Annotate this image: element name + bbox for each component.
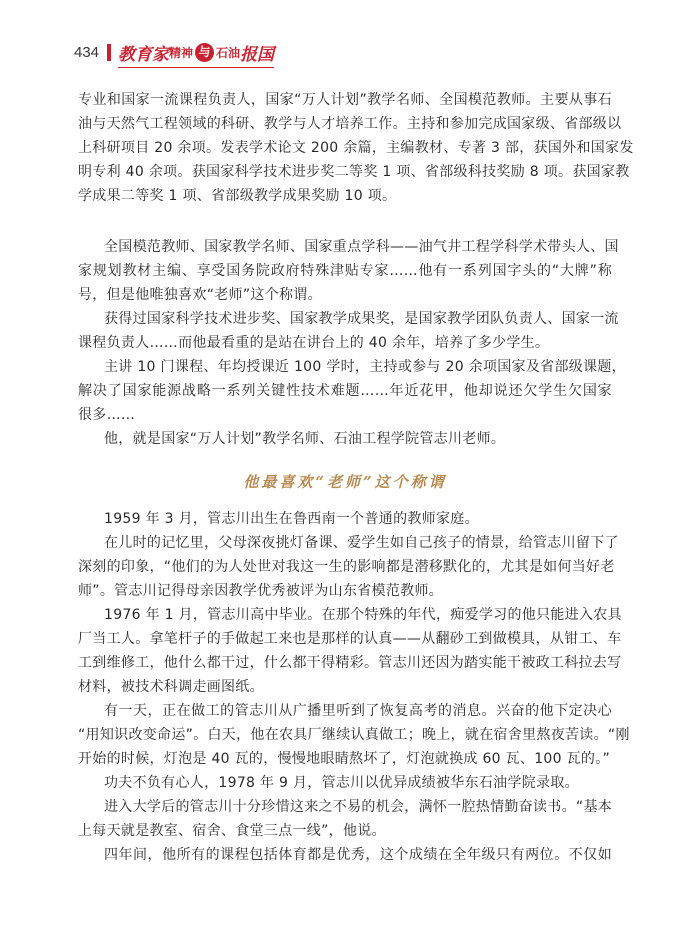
paragraph bbox=[78, 699, 630, 771]
logo-part: 石油 bbox=[216, 45, 241, 60]
text-line: “用知识改变命运”。白天，他在农具厂继续认真做工；晚上，就在宿舍里熬夜苦读。“刚 bbox=[78, 727, 630, 743]
text-line: 1976 年 1 月，管志川高中毕业。在那个特殊的年代，痴爱学习的他只能进入农具 bbox=[104, 607, 622, 623]
text-line: 明专利 40 余项。获国家科学技术进步奖二等奖 1 项、省部级科技奖励 8 项。获国家教 bbox=[78, 164, 630, 180]
text-line: 开始的时候，灯泡是 40 瓦的，慢慢地眼睛熬坏了，灯泡就换成 60 瓦、100 瓦的。” bbox=[78, 751, 611, 767]
text-line: 家规划教材主编、享受国务院政府特殊津贴专家……他有一系列国字头的“大牌”称 bbox=[78, 263, 612, 279]
text-line: 油与天然气工程领域的科研、教学与人才培养工作。主持和参加完成国家级、省部级以 bbox=[78, 116, 622, 132]
text-line: 课程负责人……而他最看重的是站在讲台上的 40 余年，培养了多少学生。 bbox=[78, 335, 550, 351]
paragraph bbox=[78, 795, 612, 843]
page-body bbox=[78, 88, 634, 867]
text-line: 师”。管志川记得母亲因教学优秀被评为山东省模范教师。 bbox=[78, 583, 444, 599]
main-section bbox=[78, 507, 630, 867]
text-line: 号，但是他唯独喜欢“老师”这个称谓。 bbox=[78, 287, 322, 303]
text-line: 他，就是国家“万人计划”教学名师、石油工程学院管志川老师。 bbox=[104, 431, 506, 447]
paragraph bbox=[78, 307, 619, 355]
text-line: 进入大学后的管志川十分珍惜这来之不易的机会，满怀一腔热情勤奋读书。“基本 bbox=[104, 799, 613, 815]
logo-part: 教育家 bbox=[118, 44, 169, 65]
paragraph-spacer bbox=[78, 208, 612, 235]
text-line: 功夫不负有心人，1978 年 9 月，管志川以优异成绩被华东石油学院录取。 bbox=[104, 775, 579, 791]
book-title-logo bbox=[118, 38, 274, 68]
paragraph bbox=[78, 843, 612, 867]
text-line: 深刻的印象，“他们的为人处世对我这一生的影响都是潜移默化的，尤其是如何当好老 bbox=[78, 559, 615, 575]
logo-part: 与 bbox=[195, 43, 214, 62]
text-line: 上科研项目 20 余项。发表学术论文 200 余篇，主编教材、专著 3 部，获国外和国家发 bbox=[78, 140, 634, 156]
text-line: 工到维修工，他什么都干过，什么都干得精彩。管志川还因为踏实能干被政工科拉去写 bbox=[78, 655, 622, 671]
text-line: 主讲 10 门课程、年均授课近 100 学时，主持或参与 20 余项国家及省部级课题， bbox=[104, 359, 626, 375]
text-line: 有一天，正在做工的管志川从广播里听到了恢复高考的消息。兴奋的他下定决心 bbox=[104, 703, 612, 719]
intro-section bbox=[78, 88, 634, 451]
paragraph bbox=[78, 531, 619, 603]
text-line: 在儿时的记忆里，父母深夜挑灯备课、爱学生如自己孩子的情景，给管志川留下了 bbox=[104, 535, 619, 551]
text-line: 很多…… bbox=[78, 407, 136, 423]
text-line: 学成果二等奖 1 项、省部级教学成果奖励 10 项。 bbox=[78, 188, 397, 204]
paragraph bbox=[78, 355, 626, 427]
paragraph bbox=[78, 235, 619, 307]
paragraph bbox=[78, 427, 612, 451]
text-line: 全国模范教师、国家教学名师、国家重点学科——油气井工程学科学术带头人、国 bbox=[104, 239, 619, 255]
page-number: 434 bbox=[74, 44, 100, 61]
section-heading: 他最喜欢“老师”这个称谓 bbox=[243, 473, 447, 491]
page-header bbox=[0, 38, 680, 68]
text-line: 专业和国家一流课程负责人，国家“万人计划”教学名师、全国模范教师。主要从事石 bbox=[78, 92, 612, 108]
text-line: 上每天就是教室、宿舍、食堂三点一线”，他说。 bbox=[78, 823, 386, 839]
logo-part: 报国 bbox=[240, 44, 275, 65]
text-line: 1959 年 3 月，管志川出生在鲁西南一个普通的教师家庭。 bbox=[104, 511, 479, 527]
paragraph bbox=[78, 507, 612, 531]
text-line: 获得过国家科学技术进步奖、国家教学成果奖，是国家教学团队负责人、国家一流 bbox=[104, 311, 619, 327]
logo-part: 精神 bbox=[169, 45, 194, 60]
paragraph bbox=[78, 771, 612, 795]
header-divider bbox=[107, 44, 111, 61]
paragraph bbox=[78, 88, 634, 208]
text-line: 厂当工人。拿笔杆子的手做起工来也是那样的认真——从翻砂工到做模具，从钳工、车 bbox=[78, 631, 622, 647]
text-line: 解决了国家能源战略一系列关键性技术难题……年近花甲，他却说还欠学生欠国家 bbox=[78, 383, 612, 399]
text-line: 四年间，他所有的课程包括体育都是优秀，这个成绩在全年级只有两位。不仅如 bbox=[104, 847, 612, 863]
paragraph bbox=[78, 603, 622, 699]
text-line: 材料，被技术科调走画图纸。 bbox=[78, 679, 264, 695]
